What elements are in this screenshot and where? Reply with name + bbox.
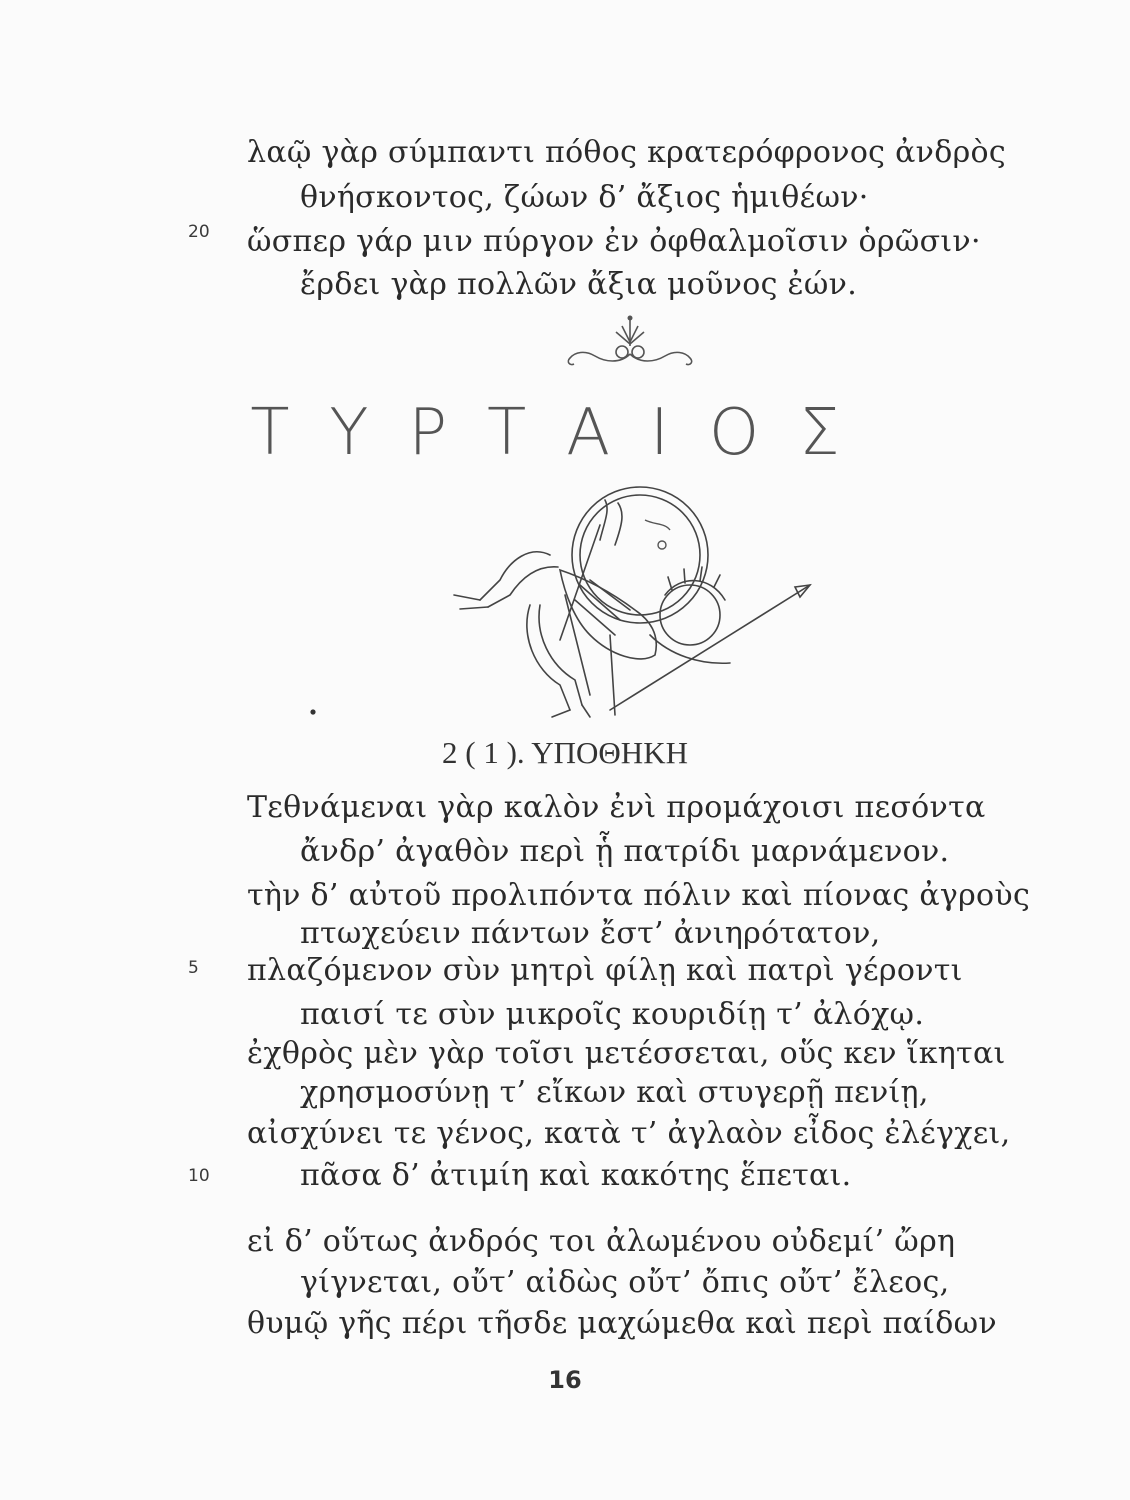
verse-line: τὴν δ’ αὐτοῦ προλιπόντα πόλιν καὶ πίονας ἀγροὺς [247,878,1031,913]
anthemion-scroll-ornament-icon [550,312,710,374]
line-number: 5 [188,958,199,978]
verse-line: χρησμοσύνῃ τ’ εἴκων καὶ στυγερῇ πενίῃ, [300,1075,929,1110]
line-number: 10 [188,1166,210,1186]
verse-line: πλαζόμενον σὺν μητρὶ φίλῃ καὶ πατρὶ γέροντι [247,953,963,988]
page-number: 16 [548,1366,582,1394]
verse-line: αἰσχύνει τε γένος, κατὰ τ’ ἀγλαὸν εἶδος ἐλέγχει, [247,1116,1011,1151]
verse-line: εἰ δ’ οὕτως ἀνδρός τοι ἀλωμένου οὐδεμί’ ὤρη [247,1224,956,1259]
poem-heading: 2 ( 1 ). ΥΠΟΘΗΚΗ [442,735,688,770]
verse-line: γίγνεται, οὔτ’ αἰδὼς οὔτ’ ὄπις οὔτ’ ἔλεος, [300,1265,950,1300]
section-title: ΤΥΡΤΑΙΟΣ [250,396,880,470]
verse-line: πᾶσα δ’ ἀτιμίη καὶ κακότης ἕπεται. [300,1158,852,1193]
line-number: 20 [188,222,210,242]
ink-dot-icon [309,708,317,716]
verse-line: λαῷ γὰρ σύμπαντι πόθος κρατερόφρονος ἀνδρὸς [247,135,1006,170]
verse-line: ἄνδρ’ ἀγαθὸν περὶ ᾗ πατρίδι μαρνάμενον. [300,834,950,869]
verse-line: ὥσπερ γάρ μιν πύργον ἐν ὀφθαλμοῖσιν ὁρῶσιν· [247,224,981,259]
verse-line: ἐχθρὸς μὲν γὰρ τοῖσι μετέσσεται, οὕς κεν ἵκηται [247,1036,1006,1071]
fallen-hoplite-warrior-illustration-icon [440,485,820,725]
verse-line: Τεθνάμεναι γὰρ καλὸν ἐνὶ προμάχοισι πεσόντα [247,790,986,825]
verse-line: ἔρδει γὰρ πολλῶν ἄξια μοῦνος ἐών. [300,267,858,302]
verse-line: θυμῷ γῆς πέρι τῆσδε μαχώμεθα καὶ περὶ παίδων [247,1306,997,1341]
verse-line: πτωχεύειν πάντων ἔστ’ ἀνιηρότατον, [300,916,881,951]
verse-line: θνήσκοντος, ζώων δ’ ἄξιος ἡμιθέων· [300,180,869,215]
verse-line: παισί τε σὺν μικροῖς κουριδίῃ τ’ ἀλόχῳ. [300,997,925,1032]
